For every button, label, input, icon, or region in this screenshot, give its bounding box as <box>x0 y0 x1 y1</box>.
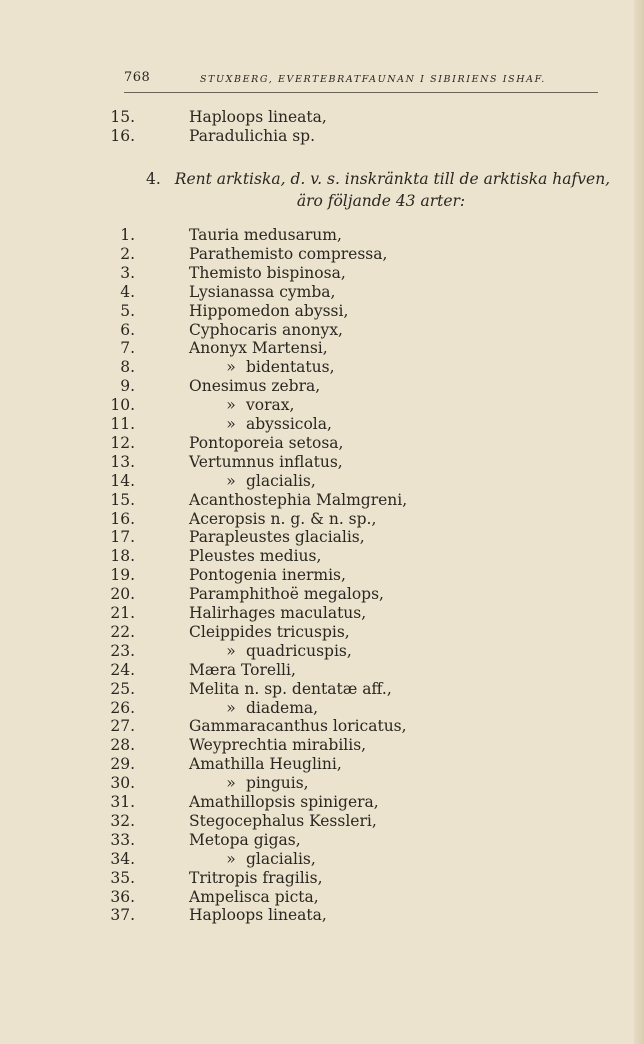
list-item <box>0 661 600 680</box>
ditto-mark: » <box>226 698 236 717</box>
item-number: 16. <box>110 127 135 145</box>
item-number: 33. <box>110 830 135 849</box>
list-item <box>0 906 600 925</box>
species-name-cell <box>189 831 301 850</box>
list-item <box>0 736 600 755</box>
species-name: Cyphocaris anonyx, <box>189 320 343 339</box>
species-name-cell <box>189 321 343 340</box>
species-name-cell <box>189 888 319 907</box>
species-name-cell <box>189 547 321 566</box>
species-name: Acanthostephia Malmgreni, <box>189 490 408 509</box>
species-name-cell <box>189 585 384 604</box>
species-name-cell <box>189 453 343 472</box>
list-item <box>0 434 600 453</box>
species-name: Parathemisto compressa, <box>189 244 388 263</box>
list-item <box>0 793 600 812</box>
list-item <box>0 226 600 245</box>
species-name: Halirhages maculatus, <box>189 604 367 622</box>
item-number: 30. <box>110 774 135 793</box>
species-name-cell <box>189 108 327 127</box>
item-number: 23. <box>110 641 135 660</box>
species-name-cell <box>216 396 294 415</box>
item-number: 15. <box>110 108 135 126</box>
page-number: 768 <box>124 70 151 85</box>
list-item <box>0 717 600 736</box>
species-name: quadricuspis, <box>246 641 352 660</box>
list-item <box>0 642 600 661</box>
list-item <box>0 585 600 604</box>
item-number: 7. <box>120 339 135 358</box>
list-item <box>0 699 600 718</box>
section-heading-line1: Rent arktiska, d. v. s. inskränkta till de arktiska hafven, <box>174 170 611 188</box>
list-item <box>0 453 600 472</box>
item-number: 11. <box>110 415 135 433</box>
species-name-cell <box>189 736 366 755</box>
list-item <box>0 623 600 642</box>
species-name-cell <box>216 415 332 434</box>
list-item <box>0 831 600 850</box>
item-number: 18. <box>110 547 135 566</box>
list-item <box>0 774 600 793</box>
item-number: 13. <box>110 452 135 471</box>
ditto-mark: » <box>226 396 236 415</box>
section-heading-line2: äro följande 43 arter: <box>296 192 466 210</box>
page-edge <box>634 0 644 1044</box>
list-item <box>0 850 600 869</box>
species-name-cell <box>189 339 328 358</box>
section-heading <box>146 168 611 212</box>
species-name: Paradulichia sp. <box>189 127 316 145</box>
item-number: 12. <box>110 433 135 452</box>
list-item <box>0 888 600 907</box>
species-name-cell <box>216 850 316 869</box>
species-name: Aceropsis n. g. & n. sp., <box>189 509 377 528</box>
species-name: Cleippides tricuspis, <box>189 622 350 641</box>
item-number: 15. <box>110 490 135 509</box>
species-name: abyssicola, <box>246 415 332 433</box>
species-name: Weyprechtia mirabilis, <box>189 736 367 755</box>
list-item <box>0 680 600 699</box>
item-number: 19. <box>110 566 135 585</box>
list-item <box>0 264 600 283</box>
species-name-cell <box>189 680 392 699</box>
species-name: glacialis, <box>246 471 316 490</box>
species-name: Hippomedon abyssi, <box>189 301 349 320</box>
item-number: 34. <box>110 849 135 868</box>
species-name-cell <box>189 434 343 453</box>
species-name-cell <box>189 226 342 245</box>
species-name-cell <box>216 774 309 793</box>
list-item <box>0 472 600 491</box>
item-number: 6. <box>120 320 135 339</box>
species-name-cell <box>189 869 323 888</box>
species-name-cell <box>189 283 335 302</box>
section-number: 4. <box>146 170 161 188</box>
species-name-cell <box>189 302 348 321</box>
species-name: Melita n. sp. dentatæ aff., <box>189 679 392 698</box>
item-number: 31. <box>110 793 135 811</box>
item-number: 37. <box>110 906 135 925</box>
item-number: 2. <box>120 244 135 263</box>
species-name-cell <box>189 812 377 831</box>
species-name-cell <box>216 699 318 718</box>
list-item <box>0 566 600 585</box>
species-name-cell <box>189 793 379 812</box>
species-name: Amathilla Heuglini, <box>189 755 342 774</box>
species-name-cell <box>189 491 407 510</box>
species-name: Metopa gigas, <box>189 830 301 849</box>
item-number: 36. <box>110 887 135 906</box>
item-number: 21. <box>110 604 135 622</box>
species-name: diadema, <box>246 698 319 717</box>
species-name: Amathillopsis spinigera, <box>189 793 379 811</box>
species-name: Gammaracanthus loricatus, <box>189 717 407 736</box>
list-item <box>0 528 600 547</box>
list-item <box>0 245 600 264</box>
item-number: 3. <box>120 263 135 282</box>
ditto-mark: » <box>226 774 236 793</box>
item-number: 9. <box>120 377 135 396</box>
list-item <box>0 396 600 415</box>
species-name: Mæra Torelli, <box>189 660 296 679</box>
species-name: Tauria medusarum, <box>189 226 342 244</box>
species-name-cell <box>189 245 387 264</box>
list-item <box>0 491 600 510</box>
species-name: vorax, <box>246 396 295 415</box>
species-name: Pontoporeia setosa, <box>189 433 344 452</box>
ditto-mark: » <box>226 849 236 868</box>
species-name: Stegocephalus Kessleri, <box>189 811 377 830</box>
ditto-mark: » <box>226 415 236 433</box>
species-name: pinguis, <box>246 774 309 793</box>
item-number: 8. <box>120 358 135 377</box>
item-number: 1. <box>120 226 135 244</box>
species-name: Haploops lineata, <box>189 906 327 925</box>
item-number: 26. <box>110 698 135 717</box>
ditto-mark: » <box>226 471 236 490</box>
item-number: 25. <box>110 679 135 698</box>
species-name: Anonyx Martensi, <box>189 339 328 358</box>
item-number: 27. <box>110 717 135 736</box>
species-name-cell <box>189 127 315 146</box>
list-item <box>0 127 600 146</box>
species-name-cell <box>189 604 366 623</box>
species-name-cell <box>216 358 335 377</box>
list-item <box>0 510 600 529</box>
item-number: 16. <box>110 509 135 528</box>
item-number: 32. <box>110 811 135 830</box>
list-item <box>0 302 600 321</box>
species-name: Parapleustes glacialis, <box>189 528 365 547</box>
species-name: Pontogenia inermis, <box>189 566 346 585</box>
species-name: glacialis, <box>246 849 316 868</box>
item-number: 28. <box>110 736 135 755</box>
species-name-cell <box>189 661 296 680</box>
species-name-cell <box>189 755 342 774</box>
list-item <box>0 869 600 888</box>
species-name-cell <box>216 472 316 491</box>
item-number: 10. <box>110 396 135 415</box>
list-item <box>0 755 600 774</box>
item-number: 20. <box>110 585 135 604</box>
species-name-cell <box>189 566 346 585</box>
list-item <box>0 547 600 566</box>
list-item <box>0 415 600 434</box>
list-item <box>0 339 600 358</box>
list-item <box>0 604 600 623</box>
item-number: 22. <box>110 622 135 641</box>
item-number: 4. <box>120 282 135 301</box>
list-item <box>0 358 600 377</box>
list-item <box>0 283 600 302</box>
species-name: Pleustes medius, <box>189 547 322 566</box>
species-name: Onesimus zebra, <box>189 377 321 396</box>
page-header <box>124 70 598 93</box>
species-name: bidentatus, <box>246 358 335 377</box>
species-name: Tritropis fragilis, <box>189 868 323 887</box>
ditto-mark: » <box>226 358 236 377</box>
species-name-cell <box>189 528 365 547</box>
item-number: 35. <box>110 868 135 887</box>
species-name: Themisto bispinosa, <box>189 263 346 282</box>
list-item <box>0 321 600 340</box>
species-name-cell <box>189 623 350 642</box>
list-item <box>0 812 600 831</box>
list-item <box>0 377 600 396</box>
species-name: Ampelisca picta, <box>189 887 319 906</box>
species-name: Haploops lineata, <box>189 108 327 126</box>
ditto-mark: » <box>226 641 236 660</box>
species-name: Paramphithoë megalops, <box>189 585 384 604</box>
item-number: 17. <box>110 528 135 547</box>
species-name-cell <box>189 377 320 396</box>
species-name-cell <box>189 717 407 736</box>
list-item <box>0 108 600 127</box>
species-name-cell <box>216 642 352 661</box>
item-number: 14. <box>110 471 135 490</box>
species-name-cell <box>189 264 346 283</box>
item-number: 24. <box>110 660 135 679</box>
species-name-cell <box>189 906 327 925</box>
item-number: 29. <box>110 755 135 774</box>
species-name-cell <box>189 510 376 529</box>
species-name: Vertumnus inflatus, <box>189 452 343 471</box>
species-name: Lysianassa cymba, <box>189 282 336 301</box>
running-title: STUXBERG, EVERTEBRATFAUNAN I SIBIRIENS ISHAF. <box>200 74 546 85</box>
item-number: 5. <box>120 301 135 320</box>
